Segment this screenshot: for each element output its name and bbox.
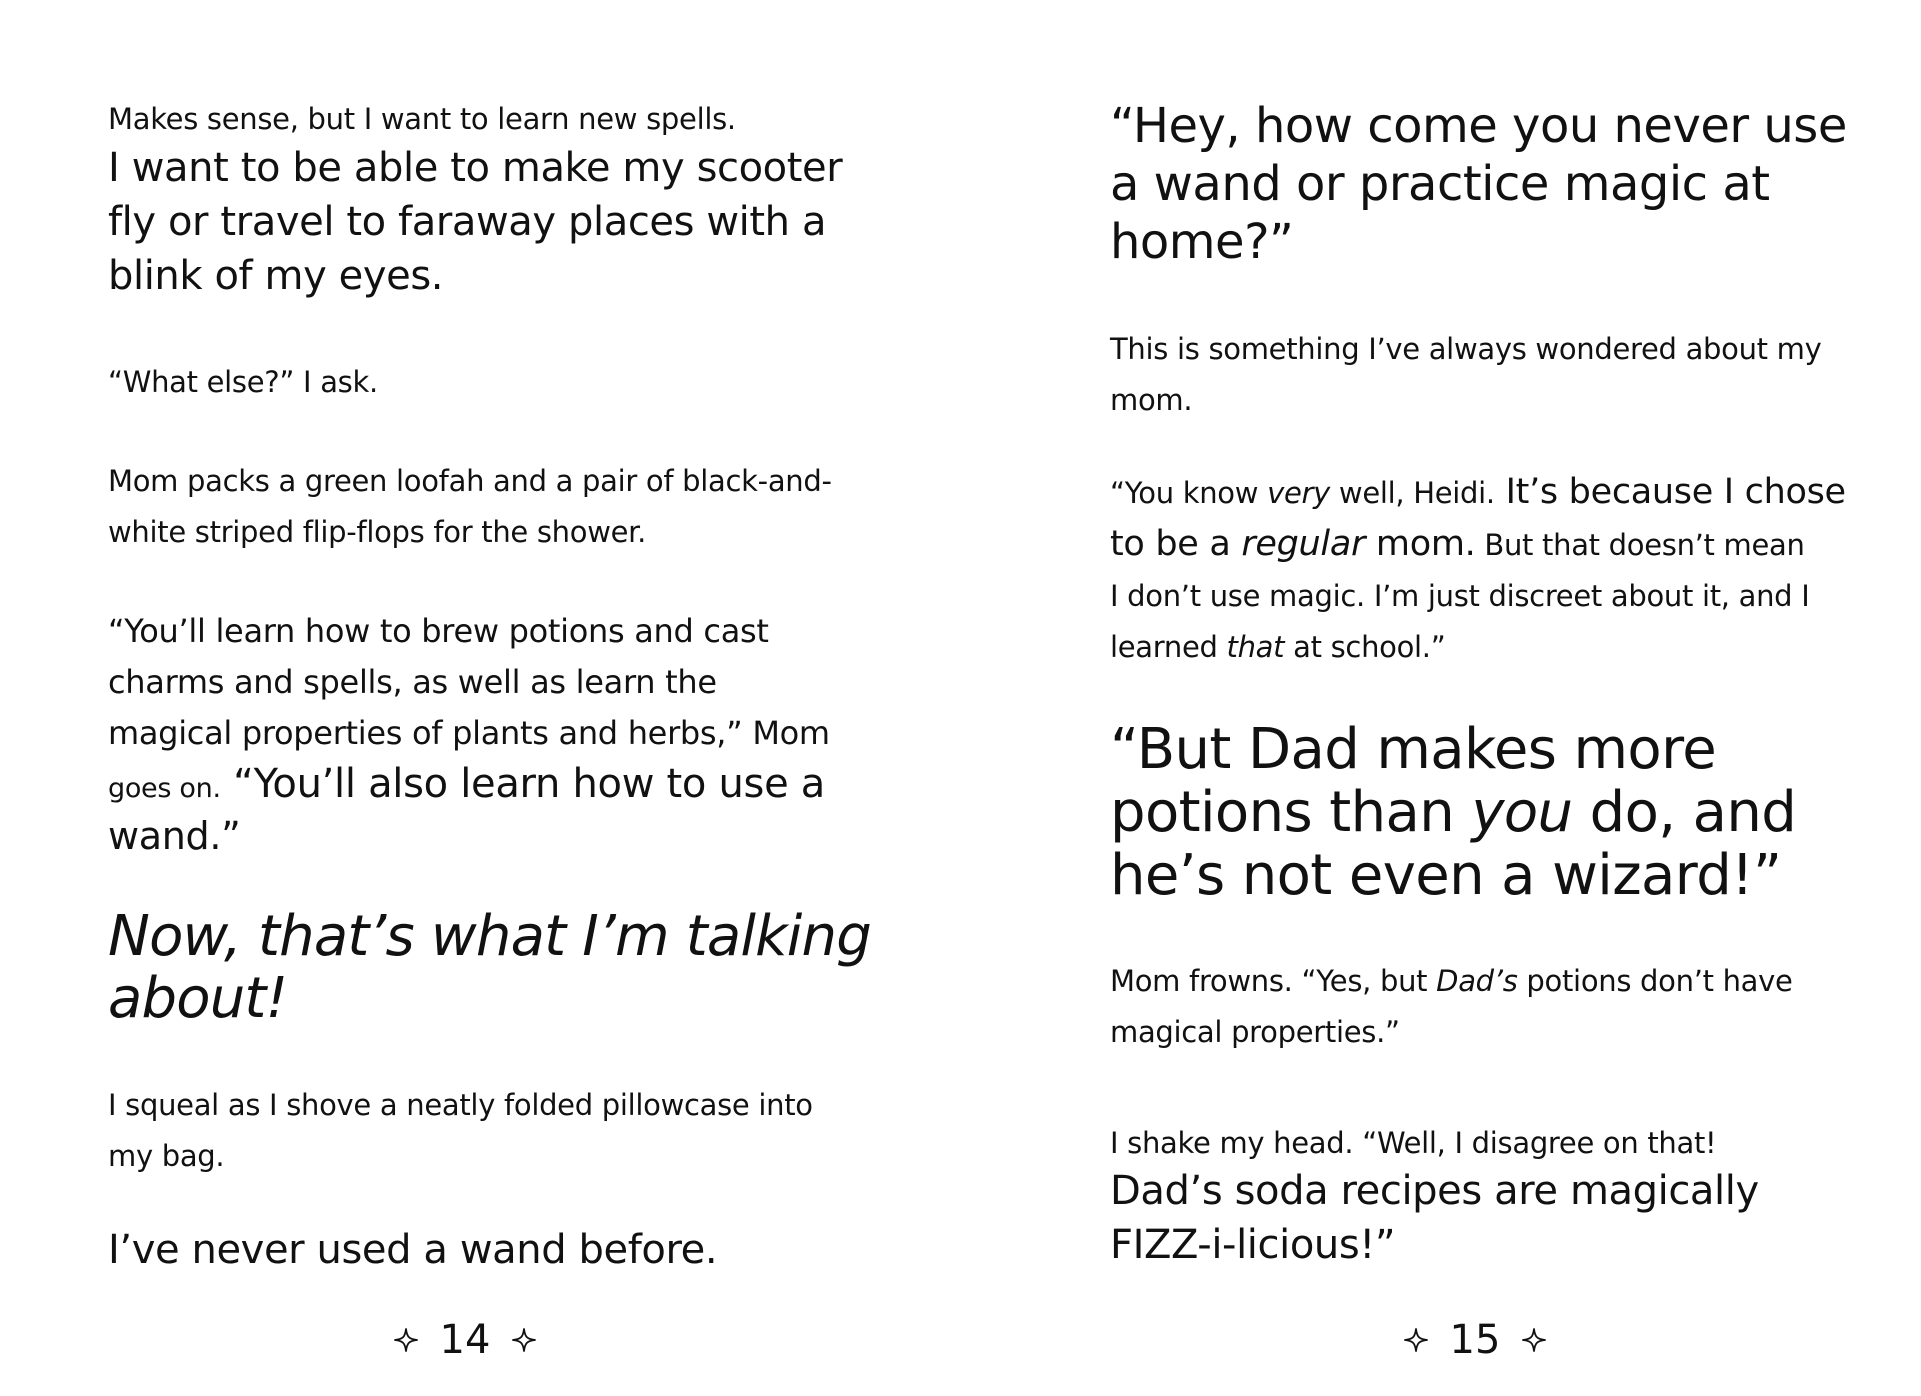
paragraph-fizz-i-licious: Dad’s soda recipes are magically FIZZ-i-licious!” <box>1110 1168 1759 1268</box>
sparkle-icon <box>1522 1328 1546 1352</box>
paragraph-mom-packs: Mom packs a green loofah and a pair of black-and- white striped flip-flops for the shower. <box>108 464 832 549</box>
page-number-text: 14 <box>439 1317 491 1363</box>
paragraph-you-know-very-well: “You know very well, Heidi. It’s because I chose to be a regular mom. But that doesn’t mean I don’t use magic. I’m just discreet about it, and I learned that at school.” <box>1110 472 1846 664</box>
exclamation-dad-potions: “But Dad makes more potions than you do, and he’s not even a wizard!” <box>1110 717 1797 908</box>
paragraph-never-used-wand: I’ve never used a wand before. <box>108 1227 718 1273</box>
paragraph-hey-how-come: “Hey, how come you never use a wand or practice magic at home?” <box>1110 98 1847 270</box>
paragraph-youll-learn: “You’ll learn how to brew potions and cast charms and spells, as well as learn the magical properties of plants and herbs,” Mom goes on. “You’ll also learn how to use a wand.” <box>108 612 830 858</box>
paragraph-spells-wish: I want to be able to make my scooter fly or travel to faraway places with a blink of my eyes. <box>108 145 843 299</box>
left-page <box>0 0 960 1396</box>
exclamation-talking-about: Now, that’s what I’m talking about! <box>108 904 871 1031</box>
page-number-left <box>345 1315 585 1365</box>
page-number-text: 15 <box>1449 1317 1501 1363</box>
paragraph-always-wondered: This is something I’ve always wondered about my mom. <box>1110 332 1822 417</box>
sparkle-icon <box>394 1328 418 1352</box>
right-page <box>960 0 1921 1396</box>
sparkle-icon <box>512 1328 536 1352</box>
paragraph-squeal: I squeal as I shove a neatly folded pillowcase into my bag. <box>108 1088 813 1173</box>
sparkle-icon <box>1404 1328 1428 1352</box>
page-number-right <box>1355 1315 1595 1365</box>
paragraph-shake-head: I shake my head. “Well, I disagree on that! <box>1110 1126 1717 1160</box>
paragraph-mom-frowns: Mom frowns. “Yes, but Dad’s potions don’t have magical properties.” <box>1110 964 1793 1049</box>
paragraph-spells-intro: Makes sense, but I want to learn new spells. <box>108 102 736 136</box>
paragraph-what-else: “What else?” I ask. <box>108 365 378 399</box>
